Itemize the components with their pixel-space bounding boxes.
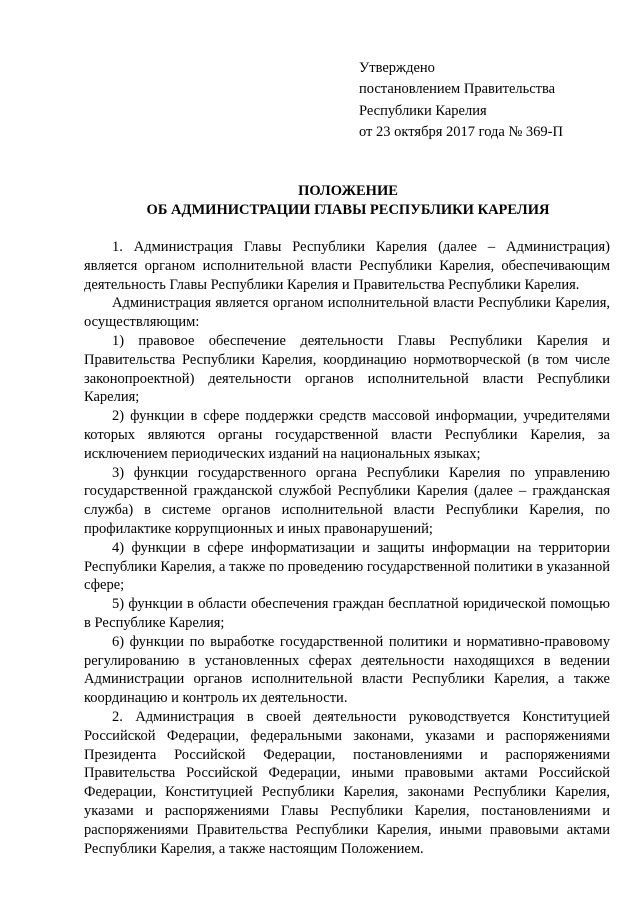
paragraph-7: 5) функции в области обеспечения граждан бесплатной юридической помощью в Республике Карелия;: [84, 596, 610, 631]
approval-block: [359, 58, 563, 143]
document-title-line-2: ОБ АДМИНИСТРАЦИИ ГЛАВЫ РЕСПУБЛИКИ КАРЕЛИЯ: [146, 202, 550, 218]
paragraph-3: 1) правовое обеспечение деятельности Главы Республики Карелия и Правительства Республики Карелия, координацию нормотворческой (в том числе законопроектной) деятельности органов исполнительной власти Республики Карелия;: [84, 332, 610, 406]
paragraph-6: 4) функции в сфере информатизации и защиты информации на территории Республики Карелия, а также по проведению государственной политики в указанной сфере;: [84, 539, 610, 594]
document-body: [84, 238, 610, 858]
document-title: [60, 182, 636, 220]
approval-line-date-number: от 23 октября 2017 года № 369-П: [359, 123, 563, 140]
paragraph-9: 2. Администрация в своей деятельности руководствуется Конституцией Российской Федерации, федеральными законами, указами и распоряжениями Президента Российской Федерации, постановлениями и распоряжениями Правительства Российской Федерации, иными правовыми актами Российской Федерации, Конституцией Республики Карелия, законами Республики Карелия, указами и распоряжениями Главы Республики Карелия, постановлениями и распоряжениями Правительства Республики Карелия, иными правовыми актами Республики Карелия, а также настоящим Положением.: [84, 708, 610, 857]
approval-line-resolution: постановлением Правительства: [359, 81, 556, 98]
approval-line-republic: Республики Карелия: [359, 102, 487, 119]
paragraph-8: 6) функции по выработке государственной политики и нормативно-правовому регулированию в установленных сферах деятельности находящихся в ведении Администрации органов исполнительной власти Республики Карелия, а также координацию и контроль их деятельности.: [84, 633, 610, 707]
approval-line-approved: Утверждено: [359, 60, 435, 76]
paragraph-1: 1. Администрация Главы Республики Карелия (далее – Администрация) является органом исполнительной власти Республики Карелия, обеспечивающим деятельность Главы Республики Карелия и Правительства Республики Карелия.: [84, 239, 610, 293]
paragraph-5: 3) функции государственного органа Республики Карелия по управлению государственной гражданской службой Республики Карелия (далее – гражданская служба) в системе органов исполнительной власти Республики Карелия, по профилактике коррупционных и иных правонарушений;: [84, 464, 610, 537]
document-title-line-1: ПОЛОЖЕНИЕ: [298, 183, 398, 199]
paragraph-2: Администрация является органом исполнительной власти Республики Карелия, осуществляющим:: [84, 295, 610, 331]
paragraph-4: 2) функции в сфере поддержки средств массовой информации, учредителями которых являются органы государственной власти Республики Карелия, за исключением периодических изданий на национальных языках;: [84, 408, 610, 462]
